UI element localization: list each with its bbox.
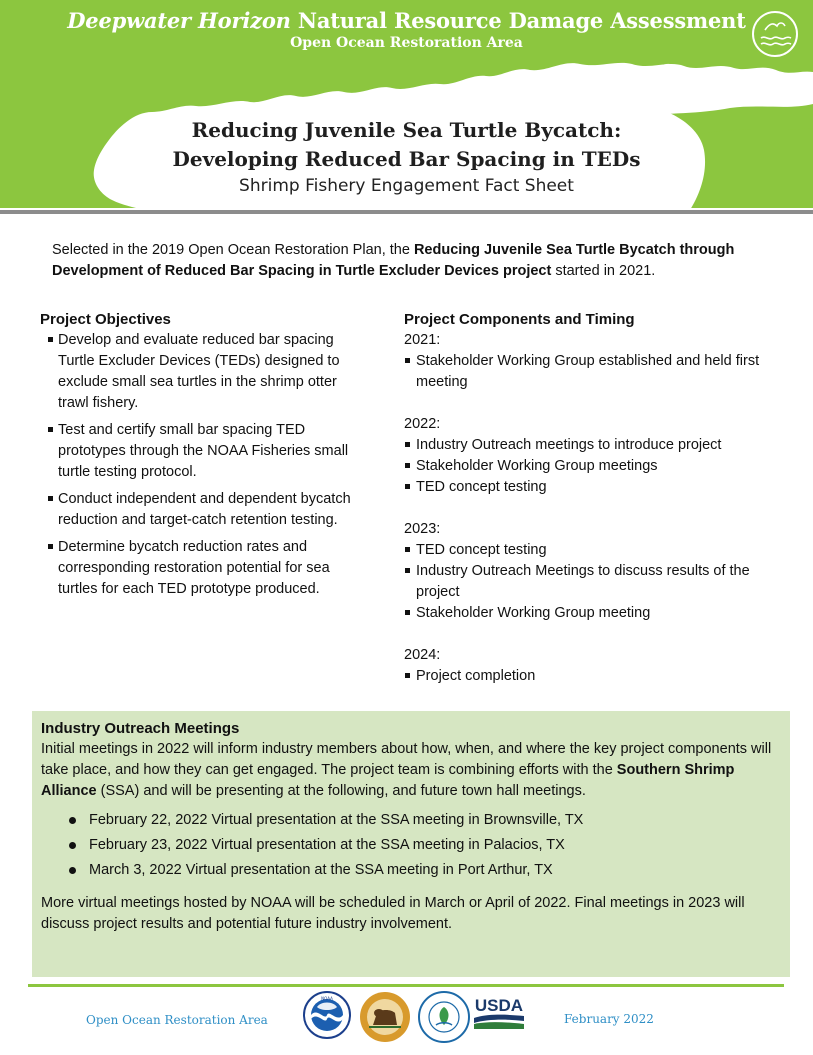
year-2022-list <box>404 435 784 498</box>
intro-project-name: Reducing Juvenile Sea Turtle Bycatch through Development of Reduced Bar Spacing in Turtle Excluder Devices project <box>52 242 735 279</box>
component-item: Industry Outreach meetings to introduce project <box>404 435 784 456</box>
meeting-item: February 22, 2022 Virtual presentation at the SSA meeting in Brownsville, TX <box>69 810 782 831</box>
interior-seal-icon <box>359 991 411 1043</box>
restoration-logo-icon <box>751 10 799 58</box>
header-divider <box>0 210 813 214</box>
intro-suffix: started in 2021. <box>551 263 656 279</box>
component-item: Stakeholder Working Group meetings <box>404 456 784 477</box>
components-section <box>404 309 784 687</box>
epa-seal-icon <box>418 991 470 1043</box>
usda-label: USDA <box>474 996 524 1015</box>
fact-sheet-title-line1: Reducing Juvenile Sea Turtle Bycatch: <box>191 118 622 142</box>
outreach-alliance-name: Southern Shrimp Alliance <box>41 762 735 799</box>
program-title <box>0 8 813 33</box>
objective-item: Conduct independent and dependent bycatch reduction and target-catch retention testing. <box>40 489 370 531</box>
year-label: 2021: <box>404 332 441 348</box>
footer-date: February 2022 <box>564 1012 654 1026</box>
year-2021-list <box>404 351 784 393</box>
year-2024-list <box>404 666 784 687</box>
header-banner <box>0 0 813 215</box>
outreach-heading: Industry Outreach Meetings <box>41 720 240 737</box>
objectives-section <box>40 309 370 606</box>
program-title-italic: Deepwater Horizon <box>67 8 291 33</box>
component-item: TED concept testing <box>404 540 784 561</box>
year-label: 2022: <box>404 416 441 432</box>
year-label: 2023: <box>404 521 441 537</box>
noaa-logo-icon <box>303 991 351 1039</box>
footer-divider <box>28 984 784 987</box>
intro-prefix: Selected in the 2019 Open Ocean Restoration Plan, the <box>52 242 414 258</box>
noaa-label: NOAA <box>321 996 333 1001</box>
objective-item: Test and certify small bar spacing TED prototypes through the NOAA Fisheries small turtle testing protocol. <box>40 420 370 483</box>
footer-area-name: Open Ocean Restoration Area <box>86 1013 268 1027</box>
component-item: Project completion <box>404 666 784 687</box>
outreach-box <box>32 711 790 977</box>
components-heading: Project Components and Timing <box>404 311 635 328</box>
outreach-closing: More virtual meetings hosted by NOAA will be scheduled in March or April of 2022. Final meetings in 2023 will discuss project results and potential future industry involvement. <box>41 895 745 932</box>
fact-sheet-title <box>0 116 813 174</box>
program-title-rest: Natural Resource Damage Assessment <box>290 8 746 33</box>
program-subtitle: Open Ocean Restoration Area <box>290 35 523 51</box>
fact-sheet-title-line2: Developing Reduced Bar Spacing in TEDs <box>172 147 641 171</box>
usda-logo-icon <box>474 994 524 1030</box>
outreach-para-suffix: (SSA) and will be presenting at the following, and future town hall meetings. <box>96 783 586 799</box>
outreach-para-prefix: Initial meetings in 2022 will inform industry members about how, when, and where the key project components will take place, and how they can get engaged. The project team is combining efforts with the <box>41 741 772 778</box>
meeting-item: February 23, 2022 Virtual presentation at the SSA meeting in Palacios, TX <box>69 835 782 856</box>
objectives-list <box>40 330 370 600</box>
component-item: Stakeholder Working Group established and held first meeting <box>404 351 784 393</box>
intro-paragraph <box>52 240 772 282</box>
year-label: 2024: <box>404 647 441 663</box>
meeting-item: March 3, 2022 Virtual presentation at the SSA meeting in Port Arthur, TX <box>69 860 782 881</box>
objectives-heading: Project Objectives <box>40 311 171 328</box>
fact-sheet-subtitle: Shrimp Fishery Engagement Fact Sheet <box>239 176 574 196</box>
component-item: Industry Outreach Meetings to discuss results of the project <box>404 561 784 603</box>
outreach-paragraph <box>41 739 782 802</box>
objective-item: Determine bycatch reduction rates and corresponding restoration potential for sea turtles for each TED prototype produced. <box>40 537 370 600</box>
objective-item: Develop and evaluate reduced bar spacing Turtle Excluder Devices (TEDs) designed to exclude small sea turtles in the shrimp otter trawl fishery. <box>40 330 370 414</box>
year-2023-list <box>404 540 784 624</box>
component-item: TED concept testing <box>404 477 784 498</box>
component-item: Stakeholder Working Group meeting <box>404 603 784 624</box>
meetings-list <box>69 810 782 881</box>
